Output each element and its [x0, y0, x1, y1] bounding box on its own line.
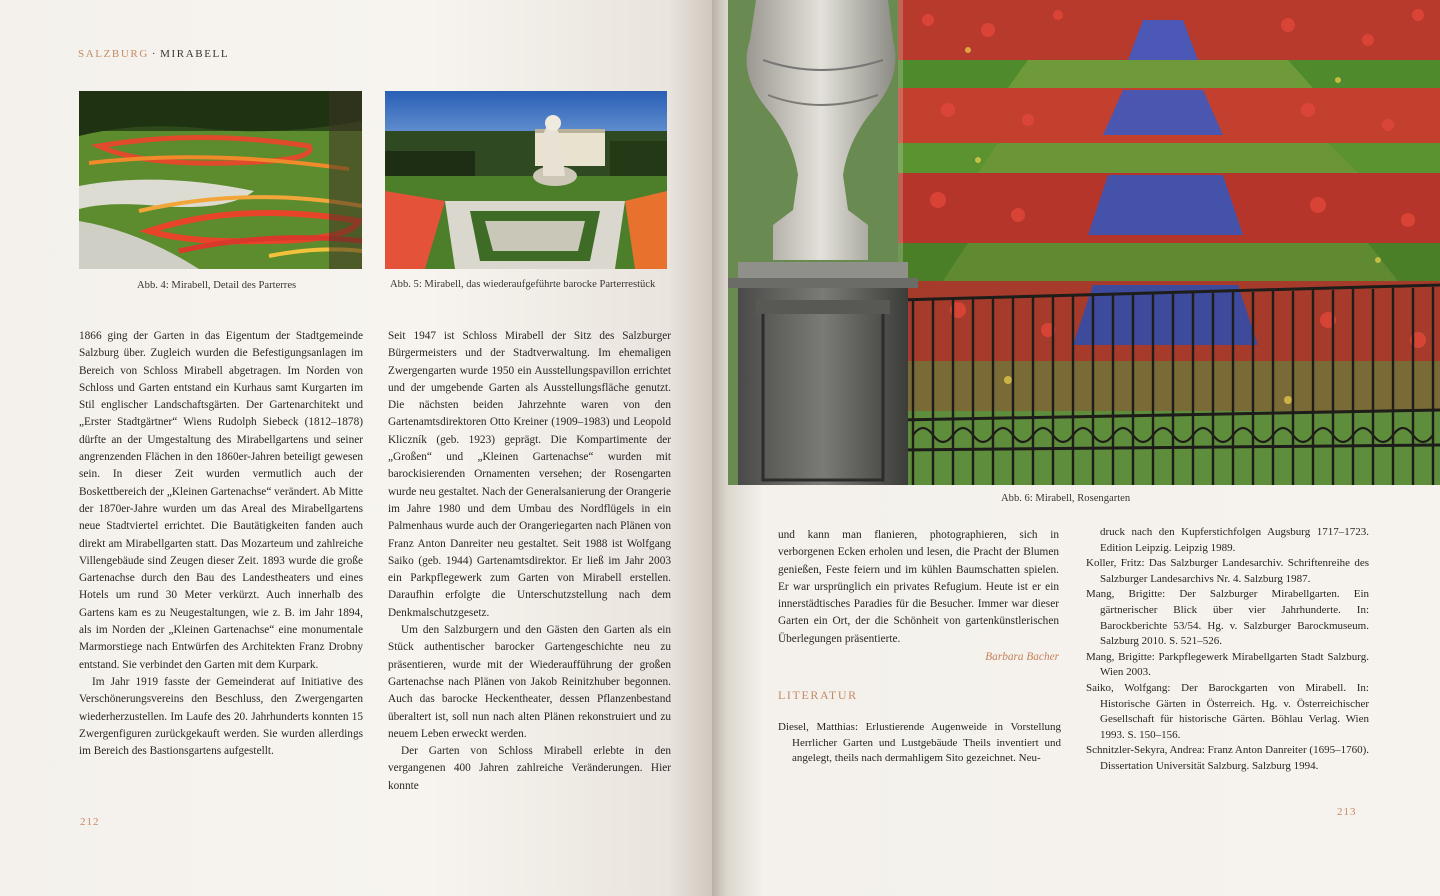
- left-page: [0, 0, 712, 896]
- figure-5-caption: Abb. 5: Mirabell, das wiederaufgeführte barocke Parterrestück: [390, 279, 656, 290]
- literature-column-1: [778, 720, 1061, 767]
- running-head-separator: ·: [151, 48, 158, 60]
- literature-entry-schnitzler: Schnitzler-Sekyra, Andrea: Franz Anton Danreiter (1695–1760). Dissertation Universität Salzburg. Salzburg 1994.: [1086, 744, 1369, 772]
- column-1-paragraph-1: 1866 ging der Garten in das Eigentum der Stadtgemeinde Salzburg über. Zugleich wurden die Befestigungsanlagen im Bereich von Schloss Mirabell abgetragen. Im Norden von Schloss und Garten entstand ein Kurhaus samt Kurgarten im Stil englischer Landschaftsgärten. Der Gartenarchitekt und „Erster Stadtgärtner“ Wiens Rudolph Siebeck (1812–1878) dürfte an der Umgestaltung des Mirabellgartens und seiner angrenzenden Flächen in den 1860er-Jahren beteiligt gewesen sein. In dieser Zeit wurden vermutlich auch der Boskettbereich der „Kleinen Gartenachse“ verändert. Ab Mitte der 1870er-Jahre wurden um das Areal des Mirabellgartens neue Stadtviertel errichtet. Die Bautätigkeiten fanden auch direkt am Mirabellgarten statt. Das Mozarteum und zahlreiche Villengebäude sind Zeugen dieser Zeit. 1893 wurde die große Gartenachse durch den Bau des Landestheaters und eines Hotels um rund 30 Meter verkürzt. Auch innerhalb des Gartens kam es zu Neugestaltungen, wie z. B. im Jahr 1894, als im Norden der „Kleinen Gartenachse“ eine monumentale Marmorstiege nach Entwürfen des Architekten Franz Drobny entstand. Sie verbindet den Garten mit dem Kurpark.: [79, 330, 363, 671]
- figure-4-photo: [79, 91, 362, 269]
- figure-4-caption: Abb. 4: Mirabell, Detail des Parterres: [137, 280, 297, 291]
- page-number-left: 212: [80, 816, 100, 828]
- column-2-paragraph-2: Um den Salzburgern und den Gästen den Garten als ein Stück authentischer barocker Gartengeschichte neu zu präsentieren, wurde mit der Wiederaufführung der großen Gartenachse nach Plänen von Jakob Reinitzhuber begonnen. Auch das barocke Heckentheater, dessen Pflanzenbestand überaltert ist, soll nun nach alten Plänen rekonstruiert und zu neuem Leben erweckt werden.: [388, 624, 671, 740]
- literature-entry-koller: Koller, Fritz: Das Salzburger Landesarchiv. Schriftenreihe des Salzburger Landesarchivs Nr. 4. Salzburg 1987.: [1086, 557, 1369, 585]
- literature-column-2: [1086, 525, 1369, 775]
- running-head-place: MIRABELL: [160, 48, 230, 60]
- literature-entry-saiko: Saiko, Wolfgang: Der Barockgarten von Mirabell. In: Historische Gärten in Österreich. Hg. v. Österreichischer Gesellschaft für historische Gärten. Böhlau Verlag. Wien 1993. S. 150–156.: [1086, 681, 1369, 741]
- column-2-paragraph-3: Der Garten von Schloss Mirabell erlebte in den vergangenen 400 Jahren zahlreiche Veränderungen. Hier konnte: [388, 745, 671, 792]
- column-3-paragraph-1: und kann man flanieren, photographieren, sich in verborgenen Ecken erholen und lesen, die Pracht der Blumen genießen, Feste feiern und im kühlen Baumschatten spielen. Er war ursprünglich ein privates Refugium. Heute ist er ein innerstädtisches Paradies für die Besucher. Immer war dieser Garten ein Ort, der die Schönheit von gartenkünstlerischen Überlegungen präsentierte.: [778, 529, 1059, 645]
- figure-5-photo: [385, 91, 667, 269]
- literature-heading: LITERATUR: [778, 688, 858, 702]
- running-head-city: SALZBURG: [78, 48, 149, 60]
- literature-entry-diesel: Diesel, Matthias: Erlustierende Augenweide in Vorstellung Herrlicher Garten und Lustgebäude Theils inventiert und angelegt, theils nach dermahligem Sito gezeichnet. Neu-: [778, 721, 1061, 765]
- column-2-paragraph-1: Seit 1947 ist Schloss Mirabell der Sitz des Salzburger Bürgermeisters und der Stadtverwaltung. Im ehemaligen Zwergengarten wurde 1950 ein Ausstellungspavillon errichtet und der umgebende Garten als Ausstellungsfläche genutzt. Die nächsten beiden Jahrzehnte waren von den Gartenamtsdirektoren Otto Kreiner (1909–1983) und Leopold Kliczník (geb. 1923) geprägt. Die Kompartimente der „Großen“ und „Kleinen Gartenachse“ wurden mit barockisierenden Ornamenten versehen; der Rosengarten wurde neu gestaltet. Nach der Generalsanierung der Orangerie im Jahre 1980 und dem Umbau des Nordflügels in ein Palmenhaus wurde auch der Orangeriegarten nach Plänen von Franz Anton Danreiter neu gestaltet. Seit 1988 ist Wolfgang Saiko (geb. 1944) Gartenamtsdirektor. Er ließ im Jahr 2003 ein Parkpflegewerk zum Garten von Mirabell erstellen. Daraufhin erfolgte die Unterschutzstellung nach dem Denkmalschutzgesetz.: [388, 330, 671, 619]
- figure-6-photo: [728, 0, 1440, 485]
- literature-entry-diesel-continued: druck nach den Kupferstichfolgen Augsburg 1717–1723. Edition Leipzig. Leipzig 1989.: [1100, 526, 1369, 554]
- literature-entry-mang-1: Mang, Brigitte: Der Salzburger Mirabellgarten. Ein gärtnerischer Blick über vier Jahrhunderte. In: Barockberichte 53/54. Hg. v. Salzburger Barockmuseum. Salzburg 2010. S. 521–526.: [1086, 588, 1369, 648]
- running-head: [78, 48, 229, 60]
- author-signature: Barbara Bacher: [985, 651, 1059, 664]
- literature-entry-mang-2: Mang, Brigitte: Parkpflegewerk Mirabellgarten Stadt Salzburg. Wien 2003.: [1086, 650, 1369, 679]
- page-number-right: 213: [1337, 806, 1357, 818]
- text-column-2: [388, 328, 671, 795]
- text-column-1: [79, 328, 363, 760]
- figure-6-caption: Abb. 6: Mirabell, Rosengarten: [1001, 493, 1131, 504]
- column-1-paragraph-2: Im Jahr 1919 fasste der Gemeinderat auf Initiative des Verschönerungsvereins den Beschluss, den Zwergengarten wiederherzustellen. Im Laufe des 20. Jahrhunderts konnten 15 Zwergenfiguren zurückgekauft werden. Sie wurden allerdings im Bereich des Bastionsgartens aufgestellt.: [79, 675, 363, 758]
- text-column-3: [778, 527, 1059, 666]
